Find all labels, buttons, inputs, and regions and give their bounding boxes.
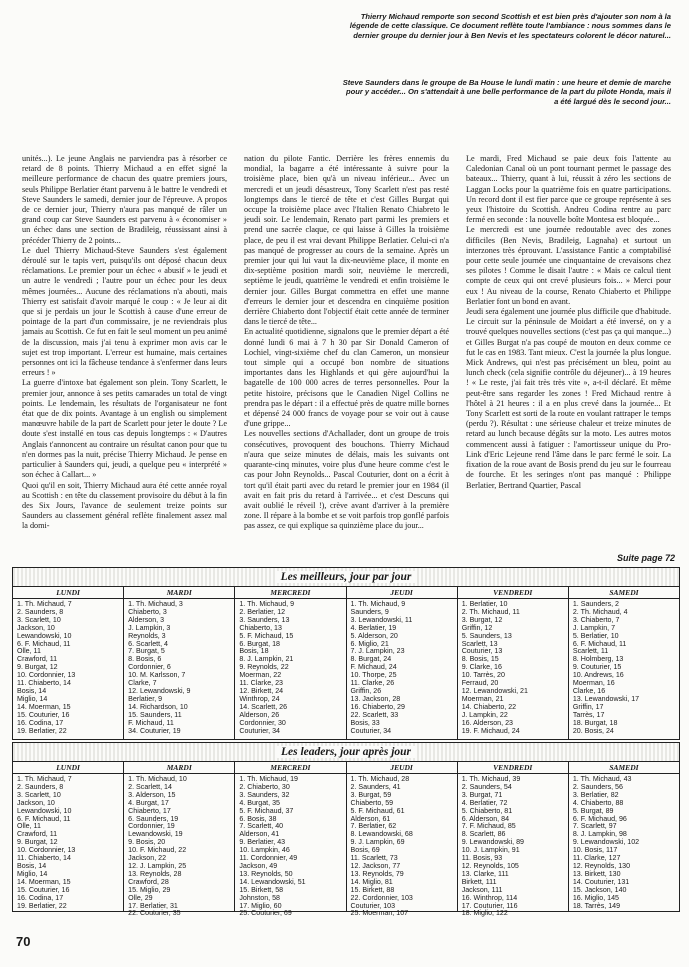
ranking-entry: 7. Scarlett, 40	[239, 822, 284, 831]
ranking-entry: F. Michaud, 24	[350, 663, 397, 672]
ranking-entry: Moerman, 16	[572, 679, 615, 688]
ranking-entry: 5. F. Michaud, 61	[350, 806, 405, 815]
ranking-entry: 6. F. Michaud, 96	[572, 814, 627, 823]
photo-caption-2: Steve Saunders dans le groupe de Ba House le lundi matin : une heure et demie de marche pour y accéder... On s'attendait à une belle performance de la part du pilote Honda, mais il a été largué dès le second jour...	[342, 78, 671, 106]
day-header: LUNDI	[13, 587, 124, 598]
ranking-entry: 9. Berlatier, 43	[239, 838, 286, 847]
ranking-entry: Lewandowski, 19	[128, 830, 183, 839]
ranking-entry: 3. Berlatier, 82	[572, 790, 619, 799]
ranking-entry: Crawford, 11	[17, 655, 58, 664]
ranking-entry: Crawford, 11	[17, 830, 58, 839]
paragraph: La guerre d'intoxe bat également son plein. Tony Scarlett, le premier jour, annonce à ses petits camarades un total de vingt points. Le lendemain, les résultats de l'organisateur ne font état que de dix points. Avantage à un english ou simplement manœuvre habile de la part de Scarlett pour jeter le doute ? Le doute s'est installé en tous cas depuis longtemps : « D'autres Anglais t'annoncent au contraire un résultat canon pour que tu n'en dormes pas la nuit, précise Thierry Michaud. Je pense en particulier à Saunders qui, jeudi, a quelque peu « interprété » son échec à Callart... »	[22, 378, 227, 480]
ranking-entry: 1. Th. Michaud, 39	[461, 775, 521, 783]
ranking-entry: 9. Reynolds, 22	[239, 663, 289, 672]
ranking-entry: 6. Scarlett, 4	[128, 639, 168, 648]
ranking-entry: 16. Chiaberto, 29	[350, 702, 405, 711]
ranking-entry: 6. Burgat, 18	[239, 639, 280, 648]
ranking-entry: 17. Couturier, 116	[461, 901, 518, 910]
ranking-entry: 19. Berlatier, 22	[17, 901, 67, 910]
ranking-entry: 12. Jackson, 77	[350, 861, 401, 870]
day-column	[569, 599, 679, 739]
ranking-entry: Johnston, 58	[239, 893, 280, 902]
table-header	[13, 762, 679, 774]
ranking-entry: 1. Th. Michaud, 7	[17, 775, 72, 783]
ranking-entry: Miglio, 14	[17, 694, 48, 703]
ranking-entry: Saunders, 9	[350, 607, 389, 616]
ranking-entry: 1. Th. Michaud, 9	[350, 600, 406, 608]
ranking-entry: Chiaberto, 13	[239, 623, 282, 632]
day-header: MERCREDI	[235, 762, 346, 773]
ranking-entry: Alderson, 3	[128, 615, 165, 624]
ranking-entry: 2. Saunders, 41	[350, 782, 401, 791]
ranking-entry: 15. Saunders, 11	[128, 710, 182, 719]
day-column	[569, 774, 679, 911]
ranking-entry: Cordonnier, 19	[128, 822, 175, 831]
ranking-entry: 4. Burgat, 17	[128, 798, 169, 807]
ranking-entry: 14. Chiaberto, 22	[461, 702, 517, 711]
ranking-entry: 5. Berlatier, 10	[572, 631, 619, 640]
ranking-entry: 10. M. Karlsson, 7	[128, 671, 186, 680]
ranking-entry: 10. Tarrès, 20	[461, 671, 505, 680]
ranking-entry: 18. Burgat, 18	[572, 718, 618, 727]
table-body	[13, 599, 679, 739]
ranking-entry: 3. Saunders, 13	[239, 615, 290, 624]
day-header: JEUDI	[347, 762, 458, 773]
ranking-entry: 2. Saunders, 54	[461, 782, 512, 791]
ranking-entry: Moerman, 21	[461, 694, 504, 703]
leaders-table	[12, 742, 680, 918]
ranking-entry: Olle, 11	[17, 822, 41, 831]
table-title: Les leaders, jour après jour	[13, 743, 679, 762]
ranking-entry: 14. Scarlett, 26	[239, 702, 288, 711]
ranking-entry: 9. Couturier, 15	[572, 663, 622, 672]
table-body	[13, 774, 679, 918]
ranking-entry: 8. Scarlett, 86	[461, 830, 506, 839]
ranking-entry: 8. J. Lampkin, 21	[239, 655, 294, 664]
ranking-entry: 6. F. Michaud, 11	[17, 639, 71, 648]
ranking-entry: Griffin, 26	[350, 686, 382, 695]
ranking-entry: 10. J. Lampkin, 91	[461, 846, 520, 855]
ranking-entry: Lewandowski, 10	[17, 806, 72, 815]
ranking-entry: F. Michaud, 11	[128, 718, 174, 727]
ranking-entry: 15. Birkett, 58	[239, 885, 284, 894]
photo-caption-1: Thierry Michaud remporte son second Scottish et est bien près d'ajouter son nom à la légende de cette classique. Ce document reflète toute l'ambiance : nous sommes dans le dernier groupe du dernier jour à Ben Nevis et les spectateurs colorent le décor naturel...	[349, 12, 671, 40]
ranking-entry: 9. J. Lampkin, 69	[350, 838, 405, 847]
ranking-entry: 12. Lewandowski, 9	[128, 686, 191, 695]
ranking-entry: Cordonnier, 30	[239, 718, 286, 727]
ranking-entry: 12. Reynolds, 130	[572, 861, 631, 870]
ranking-entry: 13. Jackson, 28	[350, 694, 401, 703]
ranking-entry: 22. Couturier, 35	[128, 909, 181, 918]
ranking-entry: 10. F. Michaud, 22	[128, 846, 187, 855]
ranking-entry: 34. Couturier, 19	[128, 726, 181, 735]
day-column	[13, 774, 124, 911]
ranking-entry: 13. Reynolds, 79	[350, 869, 404, 878]
ranking-entry: 3. Scarlett, 10	[17, 615, 61, 624]
ranking-entry: 10. Lampkin, 46	[239, 846, 290, 855]
ranking-entry: 1. Th. Michaud, 7	[17, 600, 72, 608]
ranking-entry: Ferraud, 20	[461, 679, 499, 688]
day-header: LUNDI	[13, 762, 124, 773]
article-column-2	[244, 154, 449, 546]
ranking-entry: Couturier, 34	[239, 726, 280, 735]
ranking-entry: J. Lampkin, 7	[572, 623, 616, 632]
ranking-entry: 8. Lewandowski, 68	[350, 830, 413, 839]
ranking-entry: 5. Burgat, 89	[572, 806, 614, 815]
ranking-entry: Jackson, 10	[17, 798, 55, 807]
ranking-entry: Jackson, 111	[461, 885, 503, 894]
ranking-entry: 2. Chiaberto, 30	[239, 782, 290, 791]
ranking-entry: Griffin, 17	[572, 702, 604, 711]
ranking-entry: 11. Clarke, 127	[572, 854, 621, 863]
ranking-entry: 18. Tarrès, 149	[572, 901, 621, 910]
paragraph: Les nouvelles sections d'Achallader, dont un groupe de trois consécutives, provoquent des bouchons. Thierry Michaud n'aura que seize minutes de délais, mais les suivants ont quarante-cinq minutes, voire plus d'une heure comme c'est le cas pour John Reynolds... Pascal Couturier, dont on a écrit à tort qu'il était parti avec du retard le premier jour en 1984 (il avait en fait pris du retard à l'arrivée... et c'est Descuns qui avait oublié le réveil !), crève avant d'arriver à la première zone. Il répare à la bombe et se voit parfois trop gonflé parfois pas assez, ce qui explique sa quinzième place du jour...	[244, 429, 449, 531]
ranking-entry: 1. Th. Michaud, 28	[350, 775, 410, 783]
ranking-entry: 4. Berlatier, 72	[461, 798, 508, 807]
ranking-entry: 11. Chiaberto, 14	[17, 854, 71, 863]
ranking-entry: Alderson, 26	[239, 710, 280, 719]
ranking-entry: 1. Th. Michaud, 9	[239, 600, 295, 608]
ranking-entry: 8. Burgat, 24	[350, 655, 392, 664]
paragraph: Le duel Thierry Michaud-Steve Saunders s'est également déroulé sur le tapis vert, puisqu'ils ont déposé chacun deux réclamations. Le premier pour un échec « abusif » le jeudi et un autre le vendredi ; l'autre pour un échec pour les deux mêmes journées... Aucune des réclamations n'a abouti, mais Thierry est satisfait d'avoir marqué le coup : « Je leur ai dit que si je perdais un jour le Scottish à cause d'une erreur de pointage de la part d'un commissaire, je ne reviendrais plus jamais au Scottish. Ce fut en fait le seul moment un peu animé de la discussion, mais j'ai tenu à exprimer mon avis car le sujet est trop important. L'erreur est humaine, mais certaines personnes ont ici la fâcheuse tendance à s'enfermer dans leurs erreurs ! »	[22, 245, 227, 378]
ranking-entry: Griffin, 12	[461, 623, 493, 632]
ranking-entry: 3. Saunders, 32	[239, 790, 290, 799]
ranking-entry: 15. Jackson, 140	[572, 885, 627, 894]
ranking-entry: 16. Alderson, 23	[461, 718, 513, 727]
ranking-entry: Bosis, 33	[350, 718, 380, 727]
ranking-entry: 1. Th. Michaud, 3	[128, 600, 183, 608]
paragraph: Le mardi, Fred Michaud se paie deux fois l'attente au Caledonian Canal où un pont tournant permet le passage des bateaux... Thierry, quant à lui, réussit à zéro les sections de Laggan Locks pour la quatrième fois en quatre participations. Un record dont il est fier parce que ce groupe représente à ses yeux l'histoire du Scottish. Andreu Codina rentre au parc fermé en seconde : la nouvelle boîte Montesa est bloquée...	[466, 154, 671, 225]
day-column	[13, 599, 124, 739]
ranking-entry: 3. Burgat, 59	[350, 790, 392, 799]
ranking-entry: 9. Burgat, 12	[17, 838, 58, 847]
ranking-entry: Bosis, 14	[17, 686, 47, 695]
ranking-entry: 3. Burgat, 71	[461, 790, 503, 799]
ranking-entry: Chiaberto, 3	[128, 607, 167, 616]
day-column	[458, 774, 569, 918]
ranking-entry: 1. Saunders, 2	[572, 600, 619, 608]
ranking-entry: 14. Moerman, 15	[17, 877, 71, 886]
ranking-entry: 14. Miglio, 81	[350, 877, 393, 886]
ranking-entry: 17. Berlatier, 31	[128, 901, 178, 910]
ranking-entry: Alderson, 61	[350, 814, 391, 823]
ranking-entry: 12. J. Lampkin, 25	[128, 861, 187, 870]
ranking-entry: 5. Chiaberto, 81	[461, 806, 513, 815]
ranking-entry: 14. Couturier, 131	[572, 877, 630, 886]
ranking-entry: Chiaberto, 59	[350, 798, 394, 807]
ranking-entry: J. Lampkin, 22	[461, 710, 508, 719]
day-header: JEUDI	[347, 587, 458, 598]
ranking-entry: 19. F. Michaud, 24	[461, 726, 520, 735]
ranking-entry: 8. J. Lampkin, 98	[572, 830, 627, 839]
day-column	[235, 774, 346, 918]
ranking-entry: 14. Richardson, 10	[128, 702, 188, 711]
day-header: SAMEDI	[609, 588, 639, 597]
ranking-entry: Lewandowski, 10	[17, 631, 72, 640]
article-column-1	[22, 154, 227, 546]
ranking-entry: Couturier, 13	[461, 647, 503, 656]
ranking-entry: 12. Birkett, 24	[239, 686, 284, 695]
ranking-entry: 17. Miglio, 60	[239, 901, 282, 910]
ranking-entry: 3. Lewandowski, 11	[350, 615, 413, 624]
day-header: MARDI	[124, 587, 235, 598]
continued-link: Suite page 72	[616, 553, 675, 563]
ranking-entry: 9. Lewandowski, 102	[572, 838, 640, 847]
paragraph: En actualité quotidienne, signalons que le premier départ a été donné lundi 6 mai à 7 h 30 par Sir Donald Cameron of Lochiel, vingt-sixième chef du clan Cameron, un monsieur tout simple qui a occupé bon nombre de situations importantes dans les Highlands et qui gère aujourd'hui la bagatelle de 100 000 acres de terres personnelles. Pour la petite histoire, précisons que le Canadien Nigel Collins ne prendra pas le départ : il a effectué près de quatre mille bornes et dépensé 24 000 francs de voyage pour se voir out à cause d'une grippe...	[244, 327, 449, 429]
ranking-entry: 15. Couturier, 16	[17, 885, 70, 894]
ranking-entry: 22. Scarlett, 33	[350, 710, 399, 719]
ranking-entry: 6. F. Michaud, 11	[17, 814, 71, 823]
ranking-entry: Jackson, 49	[239, 861, 278, 870]
table-header	[13, 587, 679, 599]
day-column	[458, 599, 569, 739]
day-column	[347, 774, 458, 918]
ranking-entry: Bosis, 14	[17, 861, 47, 870]
paragraph: nation du pilote Fantic. Derrière les frères ennemis du mondial, la bagarre a été intéressante à suivre pour la troisième place, bien qu'à un niveau inférieur... Avec un mercredi et un jeudi désastreux, Tony Scarlett n'est pas resté longtemps dans le tiercé de tête et c'est Gilles Burgat qui occupe la troisième place avec l'Italien Renato Chiabreto le jeudi soir. Le lendemain, Renato part parmi les premiers et prend une sacrée claque, ce qui laisse à Gilles la troisième place, de peu il est vrai devant Philippe Berlatier. Celui-ci n'a pas manqué de progresser au cours de la semaine. Après un premier jour qui lui vaut la dix-neuvième place, il monte en dix-septième position mardi soir, neuvième le mercredi, septième le jeudi, quatrième le vendredi et enfin troisième le dernier jour. Gilles Burgat commettra en effet une manne d'erreurs le dernier jour et descendra en cinquième position derrière Chiaberto dont l'objectif était cette année de terminer dans le tiercé de tête...	[244, 154, 449, 327]
ranking-entry: Winthrop, 24	[239, 694, 280, 703]
ranking-entry: Olle, 29	[128, 893, 153, 902]
ranking-entry: 25. Moerman, 107	[350, 909, 409, 918]
ranking-entry: 9. Lewandowski, 89	[461, 838, 524, 847]
ranking-entry: 2. Scarlett, 14	[128, 782, 172, 791]
ranking-entry: 16. Codina, 17	[17, 718, 64, 727]
ranking-entry: 9. Clarke, 16	[461, 663, 502, 672]
ranking-entry: Scarlett, 13	[461, 639, 498, 648]
ranking-entry: 16. Codina, 17	[17, 893, 64, 902]
ranking-entry: Bosis, 18	[239, 647, 269, 656]
ranking-entry: 4. Chiaberto, 88	[572, 798, 624, 807]
ranking-entry: 6. Bosis, 38	[239, 814, 277, 823]
paragraph: Quoi qu'il en soit, Thierry Michaud aura été cette année royal au Scottish : en tête du classement provisoire du début à la fin des Six Jours, l'avance de seulement treize points sur Saunders au classement général reflète finalement assez mal la domi-	[22, 480, 227, 531]
ranking-entry: Reynolds, 3	[128, 631, 166, 640]
ranking-entry: Crawford, 28	[128, 877, 169, 886]
ranking-entry: Cordonnier, 6	[128, 663, 171, 672]
day-header: VENDREDI	[458, 587, 569, 598]
ranking-entry: 13. Reynolds, 28	[128, 869, 182, 878]
ranking-entry: 7. F. Michaud, 85	[461, 822, 516, 831]
ranking-entry: 19. Berlatier, 22	[17, 726, 67, 735]
ranking-entry: 18. Miglio, 122	[461, 909, 508, 918]
ranking-entry: Tarrès, 17	[572, 710, 605, 719]
ranking-entry: 7. Berlatier, 62	[350, 822, 397, 831]
ranking-entry: 11. Bosis, 93	[461, 854, 503, 863]
ranking-entry: 6. Alderson, 84	[461, 814, 510, 823]
ranking-entry: 14. Lewandowski, 51	[239, 877, 306, 886]
ranking-entry: 1. Th. Michaud, 19	[239, 775, 298, 783]
article-body	[22, 154, 672, 546]
ranking-entry: 8. Bosis, 15	[461, 655, 499, 664]
table-title: Les meilleurs, jour par jour	[13, 568, 679, 587]
ranking-entry: 11. Clarke, 26	[350, 679, 395, 688]
ranking-entry: 10. Andrews, 16	[572, 671, 624, 680]
ranking-entry: 2. Saunders, 8	[17, 607, 64, 616]
ranking-entry: Bosis, 69	[350, 846, 380, 855]
ranking-entry: 13. Birkett, 130	[572, 869, 621, 878]
ranking-entry: 8. Bosis, 6	[128, 655, 162, 664]
ranking-entry: 11. Clarke, 23	[239, 679, 283, 688]
ranking-entry: 7. J. Lampkin, 23	[350, 647, 405, 656]
ranking-entry: 5. Saunders, 13	[461, 631, 512, 640]
ranking-entry: 12. Reynolds, 105	[461, 861, 519, 870]
ranking-entry: Moerman, 22	[239, 671, 282, 680]
ranking-entry: 1. Th. Michaud, 10	[128, 775, 187, 783]
day-header: SAMEDI	[609, 763, 639, 772]
ranking-entry: 4. Berlatier, 19	[350, 623, 397, 632]
ranking-entry: 3. Burgat, 12	[461, 615, 503, 624]
ranking-entry: 15. Couturier, 16	[17, 710, 70, 719]
ranking-entry: 11. Scarlett, 73	[350, 854, 398, 863]
ranking-entry: 13. Reynolds, 50	[239, 869, 293, 878]
ranking-entry: 16. Miglio, 145	[572, 893, 619, 902]
article-column-3	[466, 154, 671, 546]
ranking-entry: 2. Saunders, 8	[17, 782, 64, 791]
ranking-entry: Scarlett, 11	[572, 647, 609, 656]
ranking-entry: Clarke, 7	[128, 679, 157, 688]
ranking-entry: Miglio, 14	[17, 869, 48, 878]
ranking-entry: 12. Lewandowski, 21	[461, 686, 528, 695]
ranking-entry: 6. Miglio, 21	[350, 639, 389, 648]
day-column	[347, 599, 458, 739]
ranking-entry: Couturier, 34	[350, 726, 392, 735]
day-column	[235, 599, 346, 739]
ranking-entry: 14. Moerman, 15	[17, 702, 71, 711]
ranking-entry: 5. F. Michaud, 37	[239, 806, 294, 815]
best-per-day-table	[12, 567, 680, 740]
ranking-entry: 9. Bosis, 20	[128, 838, 166, 847]
paragraph: Jeudi sera également une journée plus difficile que d'habitude. Le circuit sur la péninsule de Moidart a été inversé, on y a trouvé quelques nouvelles sections (c'est pas ça qui manque...) et Gilles Burgat n'a pas coupé de mouton en deux comme ce fut le cas en 1983. Tant mieux. C'est la journée la plus longue. Mick Andrews, qui n'est pas précisément un bleu, point au lunch check (cela signifie contrôle du déjeuner)... à 19 heures ! « Le reste, j'ai fait très très vite », a-t-il déclaré. Et même peut-être sans regarder les zones ! Fred Michaud rentre à l'hôtel à 21 heures : il a en plus crevé dans la journée... Et Tony Scarlett est sorti de la route en voulant rattraper le temps (perdu ?). Résultat : une sérieuse chaleur et treize minutes de retard au lunch because dégâts sur la moto. Les autres motos commencent aussi à fatiguer : l'amortisseur unique du Pro-Link d'Eric Lejeune rend l'âme dans le parc fermé le soir. La fixation de la roue avant de Bosis prend du jeu sur le fourreau de fourche. Et les seringes n'ont pas manqué : Philippe Berlatier, Bertrand Quartier, Pascal	[466, 307, 671, 490]
ranking-entry: Clarke, 16	[572, 686, 606, 695]
ranking-entry: Chiaberto, 17	[128, 806, 171, 815]
ranking-entry: 3. Alderson, 15	[128, 790, 176, 799]
ranking-entry: 25. Couturier, 69	[239, 909, 292, 918]
ranking-entry: 2. Berlatier, 12	[239, 607, 286, 616]
ranking-entry: 7. Burgat, 5	[128, 647, 165, 656]
ranking-entry: 15. Birkett, 88	[350, 885, 395, 894]
ranking-entry: 22. Cordonnier, 103	[350, 893, 413, 902]
day-header: MERCREDI	[235, 587, 346, 598]
day-header: VENDREDI	[458, 762, 569, 773]
paragraph: unités...). Le jeune Anglais ne parviendra pas à résorber ce retard de 8 points. Thierry Michaud a en effet signé la meilleure performance de chacun des quatre premiers jours, seuls Philippe Berlatier étant parvenu à le battre le vendredi et Steve Saunders le samedi, dernier jour de l'épreuve. A propos de ce dernier jour, Thierry n'aura pas manqué de râler un grand coup car Steve Saunders est parvenu à « économiser » un échec dans une section de Bradileig, réussissant ainsi à précéder Thierry de 2 points...	[22, 154, 227, 245]
ranking-entry: 10. Bosis, 117	[572, 846, 618, 855]
ranking-entry: 1. Th. Michaud, 43	[572, 775, 632, 783]
day-header: MARDI	[124, 762, 235, 773]
ranking-entry: Jackson, 10	[17, 623, 55, 632]
ranking-entry: 2. Th. Michaud, 11	[461, 607, 520, 616]
ranking-entry: 10. Cordonnier, 13	[17, 671, 76, 680]
ranking-entry: 13. Clarke, 111	[461, 869, 509, 878]
ranking-entry: 9. Burgat, 12	[17, 663, 58, 672]
ranking-entry: Couturier, 103	[350, 901, 396, 910]
ranking-entry: J. Lampkin, 3	[128, 623, 171, 632]
ranking-entry: 4. Burgat, 35	[239, 798, 280, 807]
ranking-entry: 11. Cordonnier, 49	[239, 854, 298, 863]
ranking-entry: 20. Bosis, 24	[572, 726, 614, 735]
day-column	[124, 774, 235, 918]
ranking-entry: 5. Alderson, 20	[350, 631, 398, 640]
ranking-entry: 13. Lewandowski, 17	[572, 694, 640, 703]
ranking-entry: 2. Th. Michaud, 4	[572, 607, 628, 616]
ranking-entry: 3. Scarlett, 10	[17, 790, 61, 799]
ranking-entry: Jackson, 22	[128, 854, 167, 863]
ranking-entry: Olle, 11	[17, 647, 41, 656]
ranking-entry: 11. Chiaberto, 14	[17, 679, 71, 688]
ranking-entry: 5. F. Michaud, 15	[239, 631, 294, 640]
ranking-entry: Birkett, 111	[461, 877, 497, 886]
ranking-entry: 10. Cordonnier, 13	[17, 846, 76, 855]
ranking-entry: 8. Holmberg, 13	[572, 655, 624, 664]
ranking-entry: 3. Chiaberto, 7	[572, 615, 620, 624]
paragraph: Le mercredi est une journée redoutable avec des zones difficiles (Ben Nevis, Bradileig, Lagnaha) et surtout un interzones très éprouvant. L'assistance Fantic a comptabilisé pour cette seule journée une cinquantaine de crevaisons chez ses pilotes ! Comme le disait l'autre : « Mais ce calcul tient compte de ceux qui ont crevé plusieurs fois... » Merci pour eux ! Au niveau de la course, Renato Chiaberto et Philippe Berlatier font un bond en avant.	[466, 225, 671, 306]
page-number: 70	[16, 934, 31, 949]
ranking-entry: 7. Scarlett, 97	[572, 822, 617, 831]
ranking-entry: Alderson, 41	[239, 830, 280, 839]
ranking-entry: 10. Thorpe, 25	[350, 671, 397, 680]
ranking-entry: 15. Miglio, 29	[128, 885, 171, 894]
ranking-entry: 6. F. Michaud, 11	[572, 639, 627, 648]
ranking-entry: 6. Saunders, 19	[128, 814, 179, 823]
ranking-entry: 16. Winthrop, 114	[461, 893, 518, 902]
ranking-entry: Berlatier, 9	[128, 694, 163, 703]
ranking-entry: 1. Berlatier, 10	[461, 600, 508, 608]
day-column	[124, 599, 235, 739]
ranking-entry: 2. Saunders, 56	[572, 782, 623, 791]
